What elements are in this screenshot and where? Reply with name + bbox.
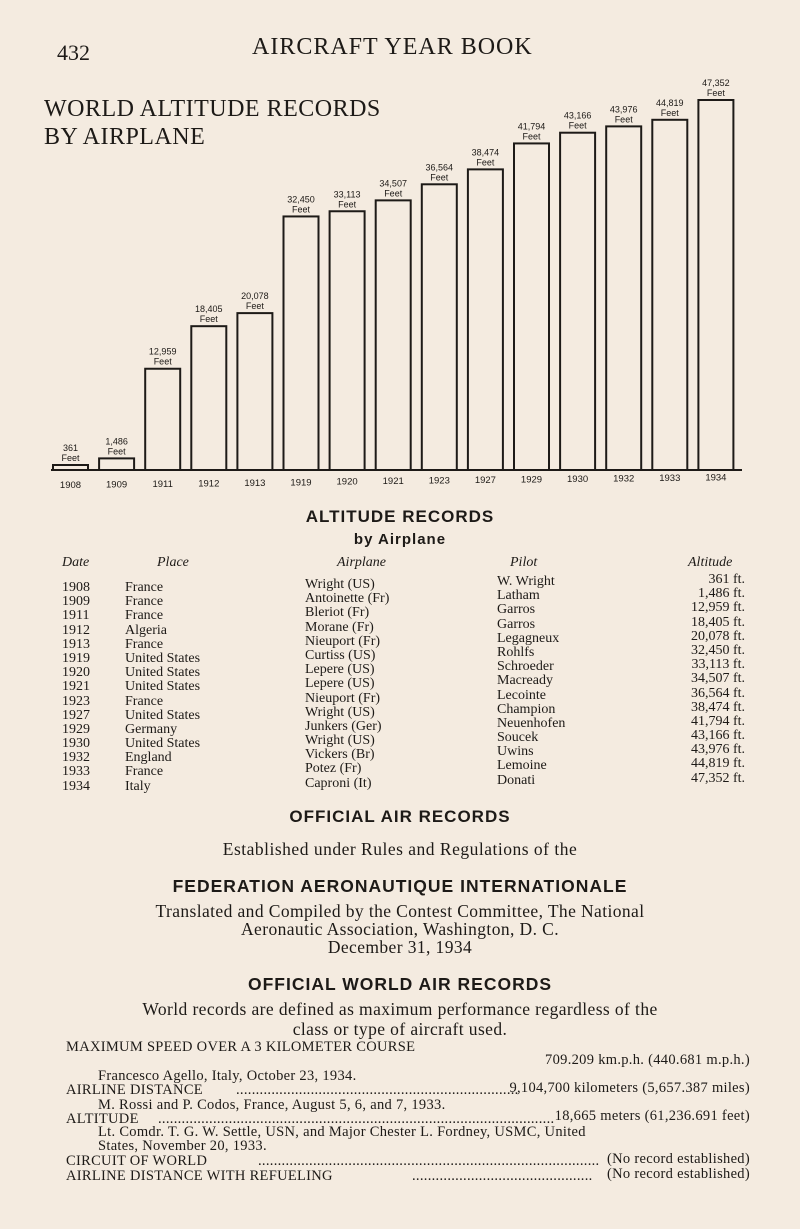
table-cell-airplane: Nieuport (Fr) (305, 690, 381, 706)
table-cell-altitude: 1,486 ft. (697, 586, 745, 602)
airline-label: AIRLINE DISTANCE (66, 1082, 203, 1098)
bar-1934 (698, 100, 733, 470)
x-tick-label: 1919 (290, 477, 312, 489)
table-cell-place: France (125, 693, 164, 709)
table-cell-altitude: 18,405 ft. (690, 614, 745, 630)
data-label-value: 34,507 (379, 178, 407, 189)
data-label-unit: Feet (61, 453, 80, 463)
table-cell-place: United States (125, 665, 201, 681)
altitude-records-subtitle: by Airplane (353, 531, 447, 548)
data-label-unit: Feet (706, 88, 725, 98)
pilot-column (497, 575, 565, 788)
table-cell-altitude: 34,507 ft. (690, 671, 745, 687)
table-cell-place: France (125, 580, 164, 595)
bar-1909 (99, 458, 134, 470)
table-cell-date: 1908 (62, 580, 90, 595)
table-cell-place: United States (125, 736, 201, 752)
table-cell-altitude: 44,819 ft. (690, 756, 745, 772)
table-cell-pilot: Latham (497, 588, 540, 604)
speed-holder: Francesco Agello, Italy, October 23, 1934. (98, 1068, 357, 1084)
table-cell-date: 1930 (62, 736, 90, 752)
table-cell-altitude: 20,078 ft. (690, 628, 745, 644)
x-tick-label: 1927 (474, 475, 496, 487)
speed-value: 709.209 km.p.h. (440.681 m.p.h.) (545, 1052, 750, 1068)
altitude-holder-line2: States, November 20, 1933. (98, 1138, 267, 1154)
bar-1933 (652, 120, 687, 470)
x-tick-label: 1912 (198, 478, 220, 490)
bar-1911 (145, 369, 180, 470)
data-label-value: 33,113 (333, 189, 361, 200)
table-cell-airplane: Wright (US) (305, 704, 375, 720)
x-tick-label: 1920 (336, 476, 358, 488)
airplane-column (305, 578, 389, 791)
refuel-value: (No record established) (607, 1166, 750, 1182)
table-cell-place: United States (125, 650, 201, 666)
bar-1929 (514, 143, 549, 470)
table-cell-altitude: 43,976 ft. (690, 742, 745, 758)
data-label-unit: Feet (476, 157, 495, 168)
table-cell-airplane: Potez (Fr) (305, 761, 362, 777)
table-cell-pilot: Champion (497, 701, 556, 717)
data-label-value: 1,486 (105, 436, 128, 447)
table-cell-altitude: 361 ft. (708, 572, 745, 587)
col-header-pilot: Pilot (510, 555, 538, 570)
x-tick-label: 1923 (428, 475, 450, 487)
book-title: AIRCRAFT YEAR BOOK (252, 34, 533, 60)
table-cell-altitude: 41,794 ft. (690, 713, 745, 729)
table-cell-date: 1912 (62, 622, 90, 638)
data-label-unit: Feet (614, 114, 633, 125)
world-air-records-title: OFFICIAL WORLD AIR RECORDS (247, 974, 553, 994)
table-cell-place: France (125, 764, 164, 780)
data-label-value: 43,166 (563, 110, 592, 121)
circuit-label: CIRCUIT OF WORLD (66, 1153, 208, 1169)
table-cell-airplane: Morane (Fr) (305, 619, 374, 635)
altitude-label: ALTITUDE (66, 1111, 139, 1127)
table-cell-airplane: Nieuport (Fr) (305, 633, 381, 649)
table-cell-airplane: Bleriot (Fr) (305, 605, 370, 621)
table-cell-pilot: Legagneux (497, 630, 560, 646)
bar-1930 (560, 133, 595, 470)
date-column (62, 581, 90, 794)
data-label-value: 43,976 (609, 104, 638, 115)
bar-1923 (422, 184, 457, 470)
world-definition (0, 999, 800, 1039)
table-cell-date: 1913 (62, 636, 90, 652)
chart-title-line1: WORLD ALTITUDE RECORDS (44, 96, 381, 122)
table-cell-date: 1909 (62, 594, 90, 610)
chart-title-line2: BY AIRPLANE (44, 124, 206, 150)
altitude-records-title: ALTITUDE RECORDS (305, 507, 495, 526)
table-cell-place: Italy (125, 778, 151, 794)
data-label-unit: Feet (107, 446, 126, 457)
table-cell-date: 1921 (62, 679, 90, 695)
table-cell-pilot: Garros (497, 602, 536, 618)
table-cell-date: 1932 (62, 750, 90, 766)
table-cell-pilot: Neuenhofen (497, 715, 566, 731)
table-cell-airplane: Wright (US) (305, 577, 375, 592)
data-label-unit: Feet (430, 172, 449, 183)
x-tick-label: 1932 (613, 473, 635, 485)
altitude-column (630, 573, 745, 786)
table-cell-pilot: Rohlfs (497, 644, 535, 660)
data-label-value: 32,450 (287, 194, 315, 205)
airline-value: 9,104,700 kilometers (5,657.387 miles) (509, 1080, 750, 1096)
table-cell-altitude: 12,959 ft. (690, 600, 745, 616)
table-cell-pilot: Donati (497, 772, 536, 788)
bar-1921 (376, 200, 411, 470)
data-label-unit: Feet (338, 199, 357, 210)
table-cell-pilot: Schroeder (497, 659, 554, 675)
data-label-unit: Feet (660, 107, 679, 118)
table-cell-airplane: Lepere (US) (305, 662, 375, 678)
bar-1919 (284, 216, 319, 470)
definition-line1: World records are defined as maximum performance regardless of the (142, 999, 658, 1019)
table-cell-altitude: 33,113 ft. (691, 657, 745, 673)
table-cell-date: 1927 (62, 707, 90, 723)
x-tick-label: 1911 (152, 478, 173, 490)
data-label-unit: Feet (199, 314, 218, 325)
x-tick-label: 1909 (106, 479, 128, 491)
data-label-unit: Feet (522, 131, 541, 142)
table-cell-place: France (125, 594, 164, 610)
table-cell-place: United States (125, 679, 201, 695)
official-air-records-title: OFFICIAL AIR RECORDS (289, 807, 511, 826)
refuel-leader-dots: .............................................. (412, 1168, 593, 1184)
data-label-value: 361 (62, 443, 79, 453)
table-cell-place: Algeria (125, 622, 167, 638)
bar-1912 (191, 326, 226, 470)
translated-line1: Translated and Compiled by the Contest Committee, The National (155, 901, 645, 921)
data-label-unit: Feet (384, 188, 403, 199)
data-label-value: 44,819 (656, 97, 684, 108)
table-cell-date: 1923 (62, 693, 90, 709)
x-tick-label: 1913 (244, 477, 266, 489)
col-header-place: Place (157, 555, 189, 570)
table-cell-date: 1911 (62, 608, 90, 624)
table-cell-altitude: 36,564 ft. (690, 685, 745, 701)
speed-label: MAXIMUM SPEED OVER A 3 KILOMETER COURSE (66, 1039, 416, 1055)
table-cell-pilot: Macready (497, 673, 553, 689)
table-cell-pilot: Soucek (497, 730, 539, 746)
circuit-leader-dots: ....................................................................................... (258, 1153, 600, 1169)
data-label-unit: Feet (245, 301, 264, 312)
col-header-altitude: Altitude (688, 555, 733, 570)
bar-1932 (606, 126, 641, 470)
table-cell-place: France (125, 608, 164, 624)
bar-1913 (237, 313, 272, 470)
data-label-value: 20,078 (241, 291, 269, 302)
table-cell-airplane: Wright (US) (305, 733, 375, 749)
table-cell-airplane: Junkers (Ger) (305, 718, 382, 734)
page-number: 432 (57, 40, 90, 65)
data-label-value: 12,959 (148, 346, 177, 357)
table-cell-pilot: W. Wright (497, 574, 555, 589)
data-label-value: 41,794 (517, 121, 546, 132)
table-cell-date: 1933 (62, 764, 90, 780)
refuel-label: AIRLINE DISTANCE WITH REFUELING (66, 1168, 333, 1184)
table-cell-place: United States (125, 707, 201, 723)
bar-1908 (53, 465, 88, 470)
data-label-value: 47,352 (702, 78, 730, 88)
x-tick-label: 1930 (567, 473, 589, 485)
table-cell-airplane: Antoinette (Fr) (305, 591, 390, 607)
table-cell-date: 1919 (62, 650, 90, 666)
table-cell-altitude: 43,166 ft. (690, 728, 745, 744)
table-cell-place: England (125, 750, 172, 766)
table-cell-airplane: Caproni (It) (305, 775, 372, 791)
table-cell-altitude: 47,352 ft. (690, 770, 745, 786)
data-label-unit: Feet (568, 120, 587, 131)
place-column (125, 581, 200, 794)
translated-paragraph (0, 902, 800, 956)
definition-line2: class or type of aircraft used. (292, 1019, 508, 1039)
data-label-value: 18,405 (195, 304, 223, 315)
x-tick-label: 1929 (520, 474, 543, 486)
table-cell-airplane: Curtiss (US) (305, 647, 376, 663)
federation-title: FEDERATION AERONAUTIQUE INTERNATIONALE (172, 876, 628, 896)
table-cell-airplane: Vickers (Br) (305, 747, 375, 763)
col-header-date: Date (62, 555, 90, 570)
airline-leader-dots: ........................................................................ (236, 1082, 519, 1098)
x-tick-label: 1934 (705, 472, 727, 484)
x-tick-label: 1908 (59, 480, 82, 491)
table-cell-place: Germany (125, 721, 178, 737)
translated-line3: December 31, 1934 (327, 937, 473, 957)
data-label-value: 38,474 (471, 147, 500, 158)
table-cell-date: 1920 (62, 665, 90, 681)
data-label-unit: Feet (153, 356, 172, 367)
table-cell-pilot: Uwins (497, 744, 534, 760)
altitude-bar-chart (0, 0, 800, 500)
bar-1920 (330, 211, 365, 470)
table-cell-place: France (125, 636, 164, 652)
table-cell-date: 1929 (62, 721, 90, 737)
altitude-holder-line1: Lt. Comdr. T. G. W. Settle, USN, and Major Chester L. Fordney, USMC, United (98, 1124, 586, 1140)
data-label-unit: Feet (291, 204, 311, 215)
altitude-leader-dots: ..................................................................................................... (158, 1111, 555, 1127)
table-cell-date: 1934 (62, 778, 90, 794)
table-cell-altitude: 38,474 ft. (690, 699, 745, 715)
established-line: Established under Rules and Regulations of the (222, 839, 578, 859)
table-cell-altitude: 32,450 ft. (690, 642, 745, 658)
x-tick-label: 1921 (382, 476, 404, 488)
table-cell-pilot: Lecointe (497, 687, 546, 703)
col-header-airplane: Airplane (337, 555, 386, 570)
data-label-value: 36,564 (425, 162, 454, 173)
translated-line2: Aeronautic Association, Washington, D. C. (241, 919, 559, 939)
bar-1927 (468, 169, 503, 470)
table-cell-pilot: Garros (497, 616, 536, 632)
table-cell-airplane: Lepere (US) (305, 676, 375, 692)
x-tick-label: 1933 (659, 472, 681, 484)
airline-holder: M. Rossi and P. Codos, France, August 5, 6, and 7, 1933. (98, 1097, 446, 1113)
altitude-value: 18,665 meters (61,236.691 feet) (554, 1108, 750, 1124)
circuit-value: (No record established) (607, 1151, 750, 1167)
table-cell-pilot: Lemoine (497, 758, 547, 774)
